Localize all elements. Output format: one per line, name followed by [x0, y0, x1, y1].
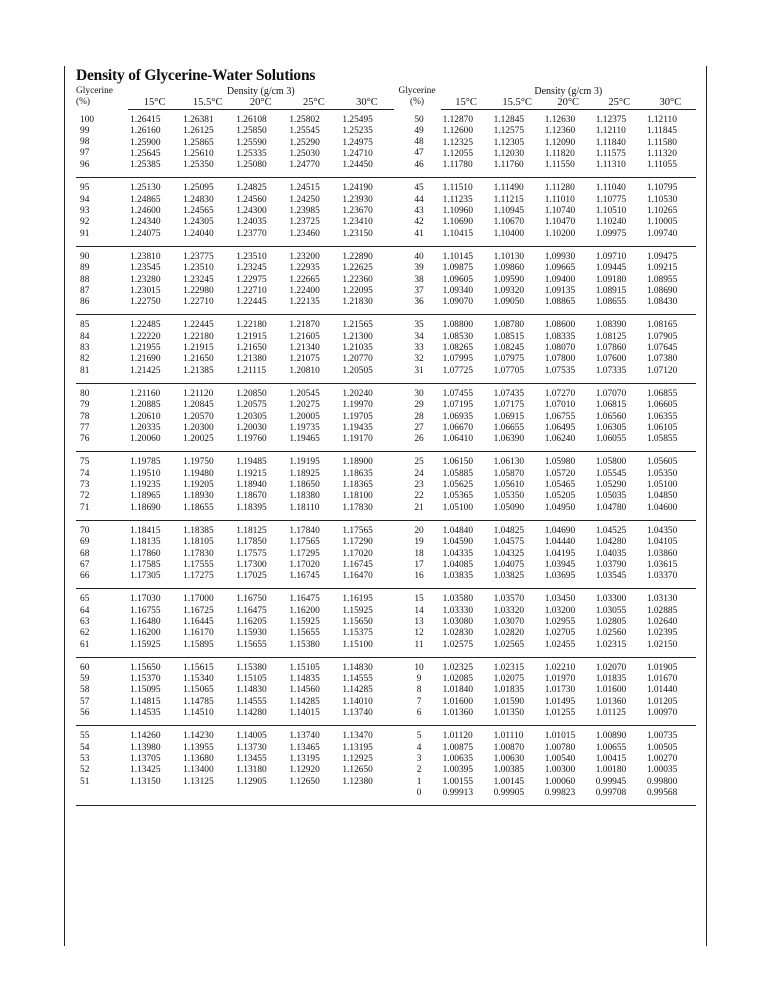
- density-cell: 1.23510 1.23245 1.22975 1.22710 1.22445: [234, 246, 287, 314]
- density-cell: 1.10145 1.09875 1.09605 1.09340 1.09070: [441, 246, 492, 314]
- temp-header: 25°C: [287, 97, 340, 110]
- temp-header: 15°C: [441, 97, 492, 110]
- glycerine-header-right: [394, 86, 441, 110]
- glycerine-percent-cell: 75 74 73 72 71: [76, 452, 128, 520]
- density-cell: 1.11040 1.10775 1.10510 1.10240 1.09975: [594, 178, 645, 246]
- glycerine-percent-cell: 45 44 43 42 41: [394, 178, 441, 246]
- density-cell: 1.04840 1.04590 1.04335 1.04085 1.03835: [441, 520, 492, 588]
- glycerine-percent-cell: 85 84 83 82 81: [76, 315, 128, 383]
- density-cell: 1.18415 1.18135 1.17860 1.17585 1.17305: [128, 520, 181, 588]
- density-cell: 1.23810 1.23545 1.23280 1.23015 1.22750: [128, 246, 181, 314]
- density-cell: 1.21120 1.20845 1.20570 1.20300 1.20025: [181, 383, 234, 451]
- density-cell: 1.16475 1.16200 1.15925 1.15655 1.15380: [287, 589, 340, 657]
- glycerine-percent-cell: 70 69 68 67 66: [76, 520, 128, 588]
- density-cell: 1.13470 1.13195 1.12925 1.12650 1.12380: [340, 726, 393, 806]
- density-cell: 1.01110 1.00870 1.00630 1.00385 1.00145 0.99905: [492, 726, 543, 806]
- table-row-group: [76, 589, 696, 657]
- glycerine-header-left: [76, 86, 128, 110]
- density-cell: 1.02210 1.01970 1.01730 1.01495 1.01255: [543, 657, 594, 725]
- density-cell: 1.26108 1.25850 1.25590 1.25335 1.25080: [234, 110, 287, 178]
- glycerine-percent-cell: 5 4 3 2 1 0: [394, 726, 441, 806]
- density-cell: 1.18900 1.18635 1.18365 1.18100 1.17830: [340, 452, 393, 520]
- density-cell: 1.15650 1.15370 1.15095 1.14815 1.14535: [128, 657, 181, 725]
- density-cell: 1.24515 1.24250 1.23985 1.23725 1.23460: [287, 178, 340, 246]
- density-cell: 1.22180 1.21915 1.21650 1.21380 1.21115: [234, 315, 287, 383]
- density-cell: 1.01120 1.00875 1.00635 1.00395 1.00155 0.99913: [441, 726, 492, 806]
- page: [76, 66, 696, 806]
- density-cell: 1.04690 1.04440 1.04195 1.03945 1.03695: [543, 520, 594, 588]
- density-cell: 1.14260 1.13980 1.13705 1.13425 1.13150: [128, 726, 181, 806]
- density-cell: 1.08780 1.08515 1.08245 1.07975 1.07705: [492, 315, 543, 383]
- density-cell: 1.18385 1.18105 1.17830 1.17555 1.17275: [181, 520, 234, 588]
- density-cell: 1.17840 1.17565 1.17295 1.17020 1.16745: [287, 520, 340, 588]
- density-cell: 1.08600 1.08335 1.08070 1.07800 1.07535: [543, 315, 594, 383]
- density-cell: 1.23775 1.23510 1.23245 1.22980 1.22710: [181, 246, 234, 314]
- density-cell: 1.08800 1.08530 1.08265 1.07995 1.07725: [441, 315, 492, 383]
- temp-header: 20°C: [543, 97, 594, 110]
- glycerine-percent-cell: 30 29 28 27 26: [394, 383, 441, 451]
- glycerine-percent-cell: 55 54 53 52 51: [76, 726, 128, 806]
- density-cell: 1.20545 1.20275 1.20005 1.19735 1.19465: [287, 383, 340, 451]
- density-cell: 1.21160 1.20885 1.20610 1.20335 1.20060: [128, 383, 181, 451]
- glycerine-percent-cell: 90 89 88 87 86: [76, 246, 128, 314]
- table-row-group: [76, 726, 696, 806]
- table-row-group: [76, 383, 696, 451]
- temp-header: 30°C: [645, 97, 696, 110]
- density-cell: 1.08165 1.07905 1.07645 1.07380 1.07120: [645, 315, 696, 383]
- density-cell: 1.11510 1.11235 1.10960 1.10690 1.10415: [441, 178, 492, 246]
- density-cell: 1.22445 1.22180 1.21915 1.21650 1.21385: [181, 315, 234, 383]
- density-cell: 1.20850 1.20575 1.20305 1.20030 1.19760: [234, 383, 287, 451]
- density-cell: 1.06130 1.05870 1.05610 1.05350 1.05090: [492, 452, 543, 520]
- density-header-left: Density (g/cm 3): [226, 86, 295, 97]
- density-cell: 1.02315 1.02075 1.01835 1.01590 1.01350: [492, 657, 543, 725]
- table-row-group: [76, 110, 696, 178]
- glycerine-percent-cell: 100 99 98 97 96: [76, 110, 128, 178]
- page-title: Density of Glycerine-Water Solutions: [76, 67, 316, 84]
- density-cell: 1.16750 1.16475 1.16205 1.15930 1.15655: [234, 589, 287, 657]
- density-cell: 1.05605 1.05350 1.05100 1.04850 1.04600: [645, 452, 696, 520]
- density-cell: 1.21565 1.21300 1.21035 1.20770 1.20505: [340, 315, 393, 383]
- density-cell: 1.14830 1.14555 1.14285 1.14010 1.13740: [340, 657, 393, 725]
- density-cell: 1.06855 1.06605 1.06355 1.06105 1.05855: [645, 383, 696, 451]
- density-cell: 1.22485 1.22220 1.21955 1.21690 1.21425: [128, 315, 181, 383]
- density-cell: 1.26381 1.26125 1.25865 1.25610 1.25350: [181, 110, 234, 178]
- density-cell: 1.07435 1.07175 1.06915 1.06655 1.06390: [492, 383, 543, 451]
- density-cell: 1.13740 1.13465 1.13195 1.12920 1.12650: [287, 726, 340, 806]
- density-cell: 1.21870 1.21605 1.21340 1.21075 1.20810: [287, 315, 340, 383]
- density-cell: 1.00735 1.00505 1.00270 1.00035 0.99800 0.99568: [645, 726, 696, 806]
- density-cell: 1.04350 1.04105 1.03860 1.03615 1.03370: [645, 520, 696, 588]
- table-row-group: [76, 452, 696, 520]
- density-cell: 1.15380 1.15105 1.14830 1.14555 1.14280: [234, 657, 287, 725]
- density-cell: 1.07455 1.07195 1.06935 1.06670 1.06410: [441, 383, 492, 451]
- density-cell: 1.02070 1.01835 1.01600 1.01360 1.01125: [594, 657, 645, 725]
- table-row-group: [76, 520, 696, 588]
- density-cell: 1.08390 1.08125 1.07860 1.07600 1.07335: [594, 315, 645, 383]
- temp-header: 15.5°C: [492, 97, 543, 110]
- density-cell: 1.20240 1.19970 1.19705 1.19435 1.19170: [340, 383, 393, 451]
- density-cell: 1.16195 1.15925 1.15650 1.15375 1.15100: [340, 589, 393, 657]
- density-cell: 1.14005 1.13730 1.13455 1.13180 1.12905: [234, 726, 287, 806]
- temp-header: 15.5°C: [181, 97, 234, 110]
- density-cell: 1.09710 1.09445 1.09180 1.08915 1.08655: [594, 246, 645, 314]
- density-cell: 1.17030 1.16755 1.16480 1.16200 1.15925: [128, 589, 181, 657]
- density-cell: 1.04825 1.04575 1.04325 1.04075 1.03825: [492, 520, 543, 588]
- density-table: [76, 86, 696, 806]
- density-cell: 1.25095 1.24830 1.24565 1.24305 1.24040: [181, 178, 234, 246]
- density-cell: 1.01015 1.00780 1.00540 1.00300 1.00060 0.99823: [543, 726, 594, 806]
- density-cell: 1.00890 1.00655 1.00415 1.00180 0.99945 0.99708: [594, 726, 645, 806]
- density-cell: 1.11280 1.11010 1.10740 1.10470 1.10200: [543, 178, 594, 246]
- density-cell: 1.03130 1.02885 1.02640 1.02395 1.02150: [645, 589, 696, 657]
- density-cell: 1.05800 1.05545 1.05290 1.05035 1.04780: [594, 452, 645, 520]
- density-cell: 1.15615 1.15340 1.15065 1.14785 1.14510: [181, 657, 234, 725]
- density-cell: 1.07070 1.06815 1.06560 1.06305 1.06055: [594, 383, 645, 451]
- density-cell: 1.04525 1.04280 1.04035 1.03790 1.03545: [594, 520, 645, 588]
- density-cell: 1.10795 1.10530 1.10265 1.10005 1.09740: [645, 178, 696, 246]
- density-cell: 1.03580 1.03330 1.03080 1.02830 1.02575: [441, 589, 492, 657]
- density-cell: 1.14230 1.13955 1.13680 1.13400 1.13125: [181, 726, 234, 806]
- density-cell: 1.19485 1.19215 1.18940 1.18670 1.18395: [234, 452, 287, 520]
- density-cell: 1.25130 1.24865 1.24600 1.24340 1.24075: [128, 178, 181, 246]
- glycerine-label: Glycerine: [398, 86, 436, 96]
- density-cell: 1.12375 1.12110 1.11840 1.11575 1.11310: [594, 110, 645, 178]
- table-row-group: [76, 178, 696, 246]
- density-cell: 1.02325 1.02085 1.01840 1.01600 1.01360: [441, 657, 492, 725]
- density-cell: 1.26415 1.26160 1.25900 1.25645 1.25385: [128, 110, 181, 178]
- density-cell: 1.09475 1.09215 1.08955 1.08690 1.08430: [645, 246, 696, 314]
- density-cell: 1.17565 1.17290 1.17020 1.16745 1.16470: [340, 520, 393, 588]
- density-cell: 1.24190 1.23930 1.23670 1.23410 1.23150: [340, 178, 393, 246]
- density-cell: 1.01905 1.01670 1.01440 1.01205 1.00970: [645, 657, 696, 725]
- glycerine-percent-cell: 95 94 93 92 91: [76, 178, 128, 246]
- density-cell: 1.11490 1.11215 1.10945 1.10670 1.10400: [492, 178, 543, 246]
- density-cell: 1.12110 1.11845 1.11580 1.11320 1.11055: [645, 110, 696, 178]
- glycerine-percent-cell: 35 34 33 32 31: [394, 315, 441, 383]
- density-cell: 1.19785 1.19510 1.19235 1.18965 1.18690: [128, 452, 181, 520]
- density-cell: 1.18125 1.17850 1.17575 1.17300 1.17025: [234, 520, 287, 588]
- density-cell: 1.15105 1.14835 1.14560 1.14285 1.14015: [287, 657, 340, 725]
- density-cell: 1.24825 1.24560 1.24300 1.24035 1.23770: [234, 178, 287, 246]
- right-margin-rule: [706, 66, 707, 946]
- density-cell: 1.25802 1.25545 1.25290 1.25030 1.24770: [287, 110, 340, 178]
- glycerine-unit: (%): [410, 97, 425, 107]
- density-cell: 1.05980 1.05720 1.05465 1.05205 1.04950: [543, 452, 594, 520]
- glycerine-percent-cell: 50 49 48 47 46: [394, 110, 441, 178]
- density-cell: 1.25495 1.25235 1.24975 1.24710 1.24450: [340, 110, 393, 178]
- density-cell: 1.17000 1.16725 1.16445 1.16170 1.15895: [181, 589, 234, 657]
- glycerine-percent-cell: 80 79 78 77 76: [76, 383, 128, 451]
- glycerine-unit: (%): [76, 97, 91, 107]
- table-body: [76, 110, 696, 806]
- density-cell: 1.03570 1.03320 1.03070 1.02820 1.02565: [492, 589, 543, 657]
- density-cell: 1.09930 1.09665 1.09400 1.09135 1.08865: [543, 246, 594, 314]
- table-row-group: [76, 315, 696, 383]
- glycerine-percent-cell: 25 24 23 22 21: [394, 452, 441, 520]
- temp-header: 20°C: [234, 97, 287, 110]
- glycerine-percent-cell: 20 19 18 17 16: [394, 520, 441, 588]
- density-cell: 1.06150 1.05885 1.05625 1.05365 1.05100: [441, 452, 492, 520]
- glycerine-percent-cell: 10 9 8 7 6: [394, 657, 441, 725]
- table-row-group: [76, 246, 696, 314]
- density-cell: 1.12845 1.12575 1.12305 1.12030 1.11760: [492, 110, 543, 178]
- table-row-group: [76, 657, 696, 725]
- density-cell: 1.03300 1.03055 1.02805 1.02560 1.02315: [594, 589, 645, 657]
- density-cell: 1.22890 1.22625 1.22360 1.22095 1.21830: [340, 246, 393, 314]
- temp-header: 30°C: [340, 97, 393, 110]
- density-cell: 1.07270 1.07010 1.06755 1.06495 1.06240: [543, 383, 594, 451]
- temp-header: 15°C: [128, 97, 181, 110]
- glycerine-percent-cell: 15 14 13 12 11: [394, 589, 441, 657]
- temp-header: 25°C: [594, 97, 645, 110]
- density-header-right: Density (g/cm 3): [534, 86, 603, 97]
- glycerine-percent-cell: 40 39 38 37 36: [394, 246, 441, 314]
- glycerine-percent-cell: 65 64 63 62 61: [76, 589, 128, 657]
- density-cell: 1.12870 1.12600 1.12325 1.12055 1.11780: [441, 110, 492, 178]
- left-margin-rule: [64, 66, 65, 946]
- glycerine-percent-cell: 60 59 58 57 56: [76, 657, 128, 725]
- density-cell: 1.19750 1.19480 1.19205 1.18930 1.18655: [181, 452, 234, 520]
- density-cell: 1.03450 1.03200 1.02955 1.02705 1.02455: [543, 589, 594, 657]
- density-cell: 1.12630 1.12360 1.12090 1.11820 1.11550: [543, 110, 594, 178]
- density-cell: 1.19195 1.18925 1.18650 1.18380 1.18110: [287, 452, 340, 520]
- glycerine-label: Glycerine: [76, 86, 113, 96]
- density-cell: 1.10130 1.09860 1.09590 1.09320 1.09050: [492, 246, 543, 314]
- density-cell: 1.23200 1.22935 1.22665 1.22400 1.22135: [287, 246, 340, 314]
